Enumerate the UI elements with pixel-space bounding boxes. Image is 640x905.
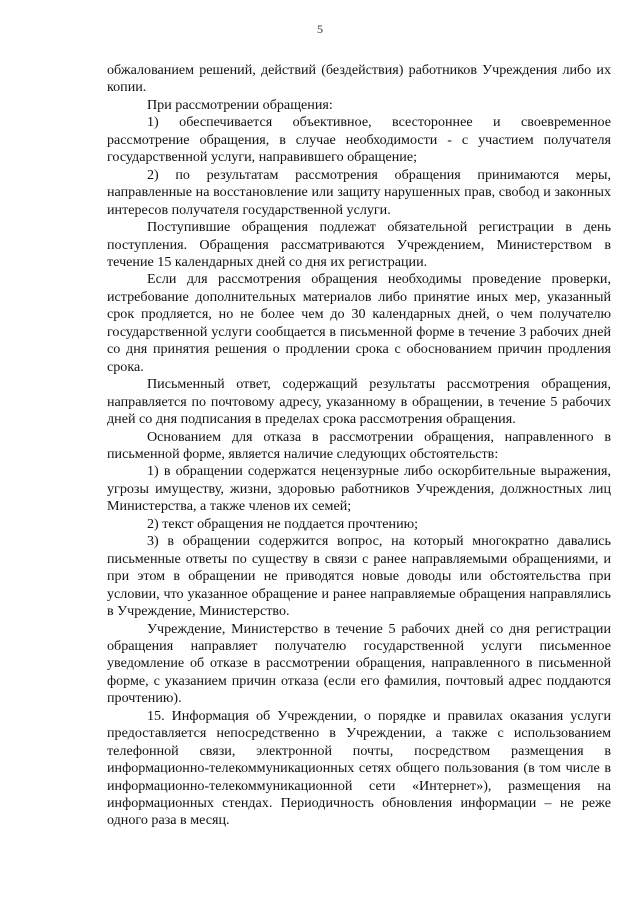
refusal-item-1: 1) в обращении содержатся нецензурные либо оскорбительные выражения, угрозы имуществу, жизни, здоровью работников Учреждения, должностных лиц Министерства, а также членов их семей; — [107, 463, 611, 515]
paragraph-notification: Учреждение, Министерство в течение 5 рабочих дней со дня регистрации обращения направляет получателю государственной услуги письменное уведомление об отказе в рассмотрении обращения, направленного в письменной форме, с указанием причин отказа (если его фамилия, почтовый адрес поддаются прочтению). — [107, 620, 611, 707]
refusal-item-3: 3) в обращении содержится вопрос, на который многократно давались письменные ответы по существу в связи с ранее направляемыми обращениями, и при этом в обращении не приводятся новые доводы или обстоятельства при условии, что указанное обращение и ранее направляемые обращения направлялись в Учреждение, Министерство. — [107, 533, 611, 620]
paragraph-section-15: 15. Информация об Учреждении, о порядке и правилах оказания услуги предоставляется непосредственно в Учреждении, а также с использованием телефонной связи, электронной почты, посредством размещения в информационно-телекоммуникационных сетях общего пользования (в том числе в информационно-телекоммуникационной сети «Интернет»), размещения на информационных стендах. Периодичность обновления информации – не реже одного раза в месяц. — [107, 707, 611, 829]
paragraph-extension: Если для рассмотрения обращения необходимы проведение проверки, истребование дополнительных материалов либо принятие иных мер, указанный срок продляется, но не более чем до 30 календарных дней, о чем получателю государственной услуги сообщается в письменной форме в течение 3 рабочих дней со дня принятия решения о продлении срока с обоснованием причин продления срока. — [107, 271, 611, 375]
page-number: 5 — [317, 22, 323, 36]
document-body — [107, 62, 611, 830]
paragraph-refusal-grounds: Основанием для отказа в рассмотрении обращения, направленного в письменной форме, является наличие следующих обстоятельств: — [107, 428, 611, 462]
paragraph-continuation: обжалованием решений, действий (бездействия) работников Учреждения либо их копии. — [107, 62, 611, 96]
list-item-1: 1) обеспечивается объективное, всестороннее и своевременное рассмотрение обращения, в случае необходимости - с участием получателя государственной услуги, направившего обращение; — [107, 114, 611, 166]
paragraph-written-answer: Письменный ответ, содержащий результаты рассмотрения обращения, направляется по почтовому адресу, указанному в обращении, в течение 5 рабочих дней со дня подписания в пределах срока рассмотрения обращения. — [107, 376, 611, 428]
paragraph-intro: При рассмотрении обращения: — [147, 96, 333, 113]
paragraph-registration: Поступившие обращения подлежат обязательной регистрации в день поступления. Обращения рассматриваются Учреждением, Министерством в течение 15 календарных дней со дня их регистрации. — [107, 219, 611, 270]
refusal-item-2: 2) текст обращения не поддается прочтению; — [147, 515, 419, 532]
list-item-2: 2) по результатам рассмотрения обращения принимаются меры, направленные на восстановление или защиту нарушенных прав, свобод и законных интересов получателя государственной услуги. — [107, 166, 611, 218]
